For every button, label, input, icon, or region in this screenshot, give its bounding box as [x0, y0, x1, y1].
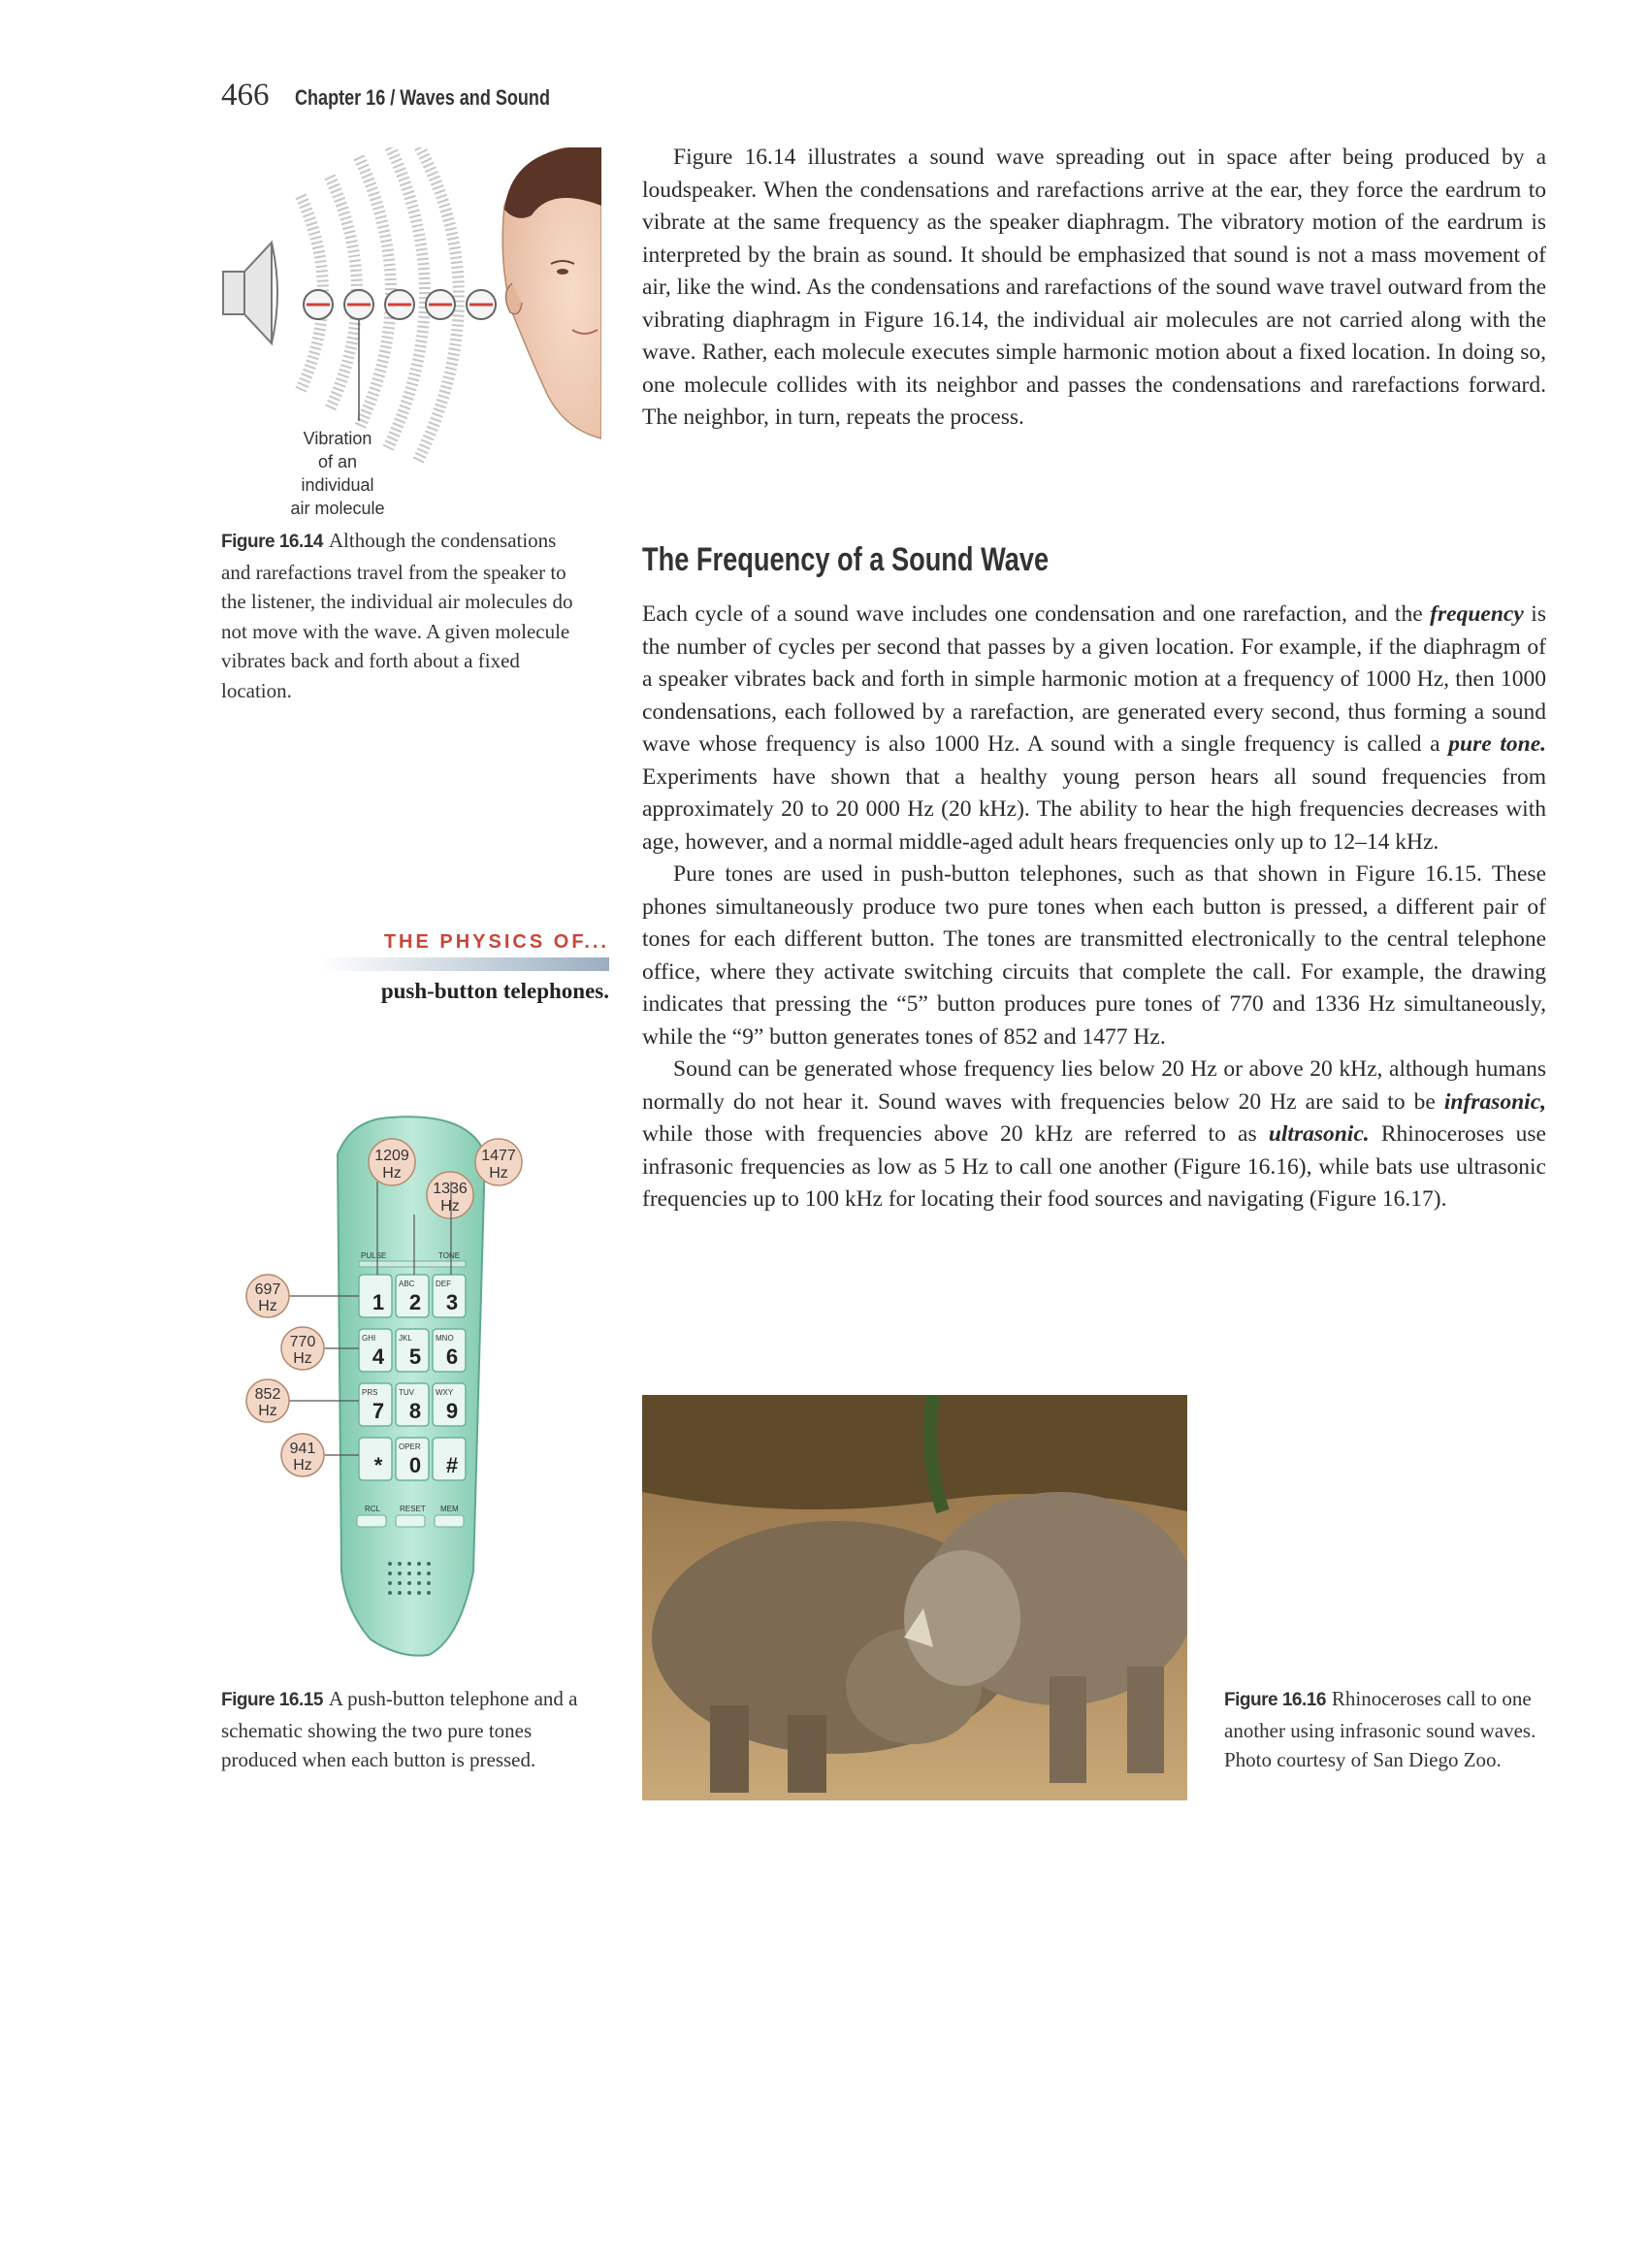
molecule-label-line-3: individual	[301, 475, 374, 495]
term-pure-tone: pure tone.	[1448, 731, 1546, 757]
svg-text:OPER: OPER	[399, 1442, 421, 1451]
figure-16-16-rhino-photo	[642, 1395, 1187, 1800]
figure-16-16-label: Figure 16.16	[1224, 1690, 1326, 1710]
svg-text:ABC: ABC	[399, 1280, 415, 1288]
key-12	[433, 1438, 466, 1480]
svg-text:2: 2	[408, 1290, 422, 1314]
term-ultrasonic: ultrasonic.	[1268, 1121, 1370, 1147]
svg-text:JKL: JKL	[399, 1334, 412, 1343]
loudspeaker-icon	[223, 243, 277, 343]
figure-16-16-caption-text: Rhinoceroses call to one another using infrasonic sound waves. Photo courtesy of San Diego Zoo.	[1224, 1687, 1536, 1771]
svg-text:941: 941	[289, 1441, 316, 1457]
figure-16-16-caption	[1224, 1684, 1550, 1775]
body-paragraph-1: Figure 16.14 illustrates a sound wave spreading out in space after being produced by a loudspeaker. When the condensations and rarefactions arrive at the ear, they force the eardrum to vibrate at the same frequency as the speaker diaphragm. The vibratory motion of the eardrum is interpreted by the brain as sound. It should be emphasized that sound is not a mass movement of air, like the wind. As the condensations and rarefactions of the sound wave travel outward from the vibrating diaphragm in Figure 16.14, the individual air molecules are not carried along with the wave. Rather, each molecule executes simple harmonic motion about a fixed location. In doing so, one molecule collides with its neighbor and passes the condensations and rarefactions forward. The neighbor, in turn, repeats the process.	[642, 145, 1546, 430]
figure-16-14-label: Figure 16.14	[221, 532, 323, 552]
figure-16-14-caption-text: Although the condensations and rarefactions travel from the speaker to the listener, the individual air molecules do not move with the wave. A given molecule vibrates back and forth about a fixed location.	[221, 529, 573, 702]
svg-text:Hz: Hz	[258, 1403, 277, 1419]
button-label-reset: RESET	[400, 1505, 426, 1513]
physics-of-box	[320, 931, 609, 1004]
svg-text:8: 8	[408, 1399, 422, 1423]
figure-16-14-caption	[221, 526, 590, 705]
svg-text:4: 4	[372, 1345, 385, 1369]
figure-16-15-caption-text: A push-button telephone and a schematic showing the two pure tones produced when each button is pressed.	[221, 1687, 578, 1771]
svg-text:7: 7	[372, 1399, 385, 1423]
section-body	[642, 599, 1546, 1216]
chapter-title: Chapter 16 / Waves and Sound	[294, 85, 550, 110]
molecule-label-line-2: of an	[317, 452, 358, 471]
figure-16-15-caption	[221, 1684, 599, 1775]
key-9	[433, 1383, 466, 1426]
term-frequency: frequency	[1430, 601, 1524, 627]
svg-text:Hz: Hz	[382, 1165, 402, 1182]
key-4	[359, 1329, 392, 1372]
physics-of-topic: push-button telephones.	[380, 979, 609, 1003]
key-7	[359, 1383, 392, 1426]
listener-head-icon	[502, 147, 601, 438]
section-heading: The Frequency of a Sound Wave	[642, 541, 1050, 578]
molecule-label-line-4: air molecule	[290, 499, 385, 516]
svg-text:770: 770	[289, 1334, 316, 1350]
svg-text:Hz: Hz	[293, 1457, 312, 1474]
svg-text:Hz: Hz	[258, 1298, 277, 1314]
svg-text:1477: 1477	[481, 1148, 516, 1164]
button-label-mem: MEM	[440, 1505, 459, 1513]
svg-text:Hz: Hz	[440, 1198, 460, 1215]
body-paragraph-3: Pure tones are used in push-button telephones, such as that shown in Figure 16.15. These phones simultaneously produce two pure tones when each button is pressed, a different pair of tones for each different button. The tones are transmitted electronically to the central telephone office, where they activate switching circuits that complete the call. For example, the drawing indicates that pressing the “5” button produces pure tones of 770 and 1336 Hz simultaneously, while the “9” button generates tones of 852 and 1477 Hz.	[642, 861, 1546, 1050]
svg-text:1209: 1209	[374, 1148, 409, 1164]
figure-16-15-telephone	[244, 1116, 594, 1678]
key-10	[359, 1438, 392, 1480]
switch-label-pulse: PULSE	[361, 1251, 387, 1260]
svg-text:MNO: MNO	[436, 1334, 454, 1343]
term-infrasonic: infrasonic,	[1443, 1088, 1546, 1115]
svg-text:3: 3	[445, 1290, 459, 1314]
svg-text:0: 0	[408, 1453, 422, 1477]
svg-text:DEF: DEF	[436, 1280, 451, 1288]
key-1	[359, 1275, 392, 1317]
body-paragraph-4: Sound can be generated whose frequency lies below 20 Hz or above 20 kHz, although humans normally do not hear it. Sound waves with frequencies below 20 Hz are said to be infrasonic, while those with frequencies above 20 kHz are referred to as ultrasonic. Rhinoceroses use infrasonic frequencies as low as 5 Hz to call one another (Figure 16.16), while bats use ultrasonic frequencies up to 100 kHz for locating their food sources and navigating (Figure 16.17).	[642, 1056, 1546, 1212]
svg-text:#: #	[445, 1453, 459, 1477]
figure-16-15-label: Figure 16.15	[221, 1690, 323, 1710]
svg-text:5: 5	[408, 1345, 422, 1369]
svg-text:*: *	[373, 1453, 383, 1477]
svg-text:WXY: WXY	[436, 1388, 454, 1397]
svg-text:TUV: TUV	[399, 1388, 414, 1397]
svg-text:6: 6	[445, 1345, 459, 1369]
key-3	[433, 1275, 466, 1317]
physics-of-title: THE PHYSICS OF...	[383, 931, 609, 953]
body-paragraph-2: Each cycle of a sound wave includes one condensation and one rarefaction, and the frequency is the number of cycles per second that passes by a given location. For example, if the diaphragm of a speaker vibrates back and forth in simple harmonic motion at a frequency of 1000 Hz, then 1000 condensations, each followed by a rarefaction, are generated every second, thus forming a sound wave whose frequency is also 1000 Hz. A sound with a single frequency is called a pure tone. Experiments have shown that a healthy young person hears all sound frequencies from approximately 20 to 20 000 Hz (20 kHz). The ability to hear the high frequencies decreases with age, however, and a normal middle-aged adult hears frequencies only up to 12–14 kHz.	[642, 601, 1546, 855]
page-number: 466	[221, 78, 270, 113]
figure-16-14-illustration	[221, 147, 601, 516]
key-5	[396, 1329, 429, 1372]
key-8	[396, 1383, 429, 1426]
bottom-buttons	[357, 1505, 464, 1527]
body-paragraph-1-block	[642, 142, 1546, 435]
svg-text:9: 9	[445, 1399, 459, 1423]
svg-text:852: 852	[254, 1386, 281, 1403]
molecule-label-line-1: Vibration	[303, 429, 372, 448]
svg-text:GHI: GHI	[362, 1334, 376, 1343]
switch-label-tone: TONE	[438, 1251, 461, 1260]
svg-text:1: 1	[372, 1290, 385, 1314]
svg-text:Hz: Hz	[293, 1350, 312, 1367]
physics-of-rule	[320, 957, 609, 971]
key-6	[433, 1329, 466, 1372]
key-11	[396, 1438, 429, 1480]
button-label-rcl: RCL	[365, 1505, 381, 1513]
svg-text:Hz: Hz	[489, 1165, 508, 1182]
svg-text:PRS: PRS	[362, 1388, 378, 1397]
key-2	[396, 1275, 429, 1317]
running-head	[221, 78, 605, 113]
svg-text:697: 697	[254, 1281, 281, 1298]
mode-switch	[359, 1261, 466, 1267]
svg-text:1336: 1336	[433, 1181, 468, 1197]
